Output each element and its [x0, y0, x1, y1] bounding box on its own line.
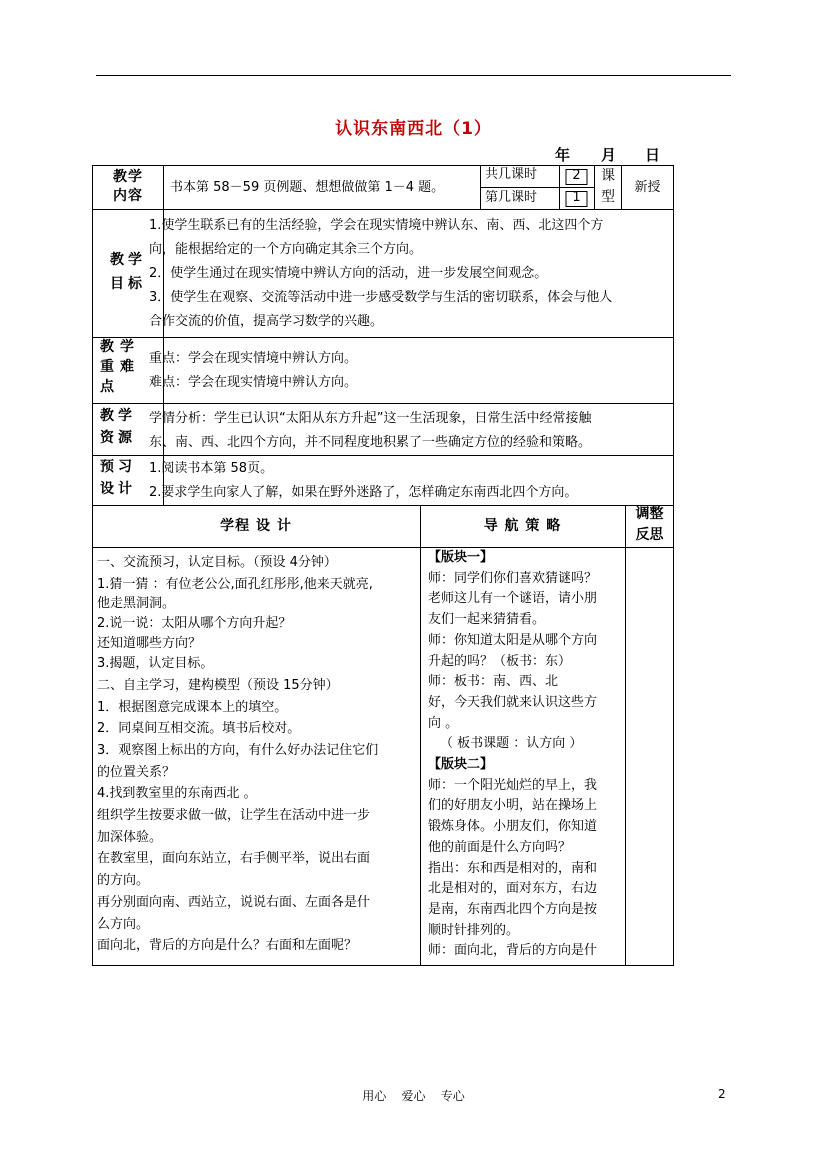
- strategy-line: 老师这儿有一个谜语，请小朋: [428, 591, 598, 607]
- key-point-line: 重点：学会在现实情境中辨认方向。: [149, 351, 358, 366]
- design-line: 加深体验。: [97, 829, 163, 845]
- design-line: 3.揭题，认定目标。: [97, 656, 214, 672]
- resource-text: [149, 407, 671, 455]
- strategy-line: 锻炼身体。小朋友们，你知道: [428, 819, 598, 835]
- design-line: 还知道哪些方向？: [97, 636, 202, 652]
- goals-line: 3．使学生在观察、交流等活动中进一步感受数学与生活的密切联系，体会与他人: [149, 290, 613, 305]
- key-points-text: [149, 347, 671, 395]
- resource-line: 东、南、西、北四个方向，并不同程度地积累了一些确定方位的经验和策略。: [149, 435, 592, 450]
- strategy-line: 他的前面是什么方向吗？: [428, 839, 572, 855]
- design-line: 二、自主学习，建构模型（预设 15分钟）: [97, 677, 339, 693]
- strategy-line: 升起的吗？（板书：东）: [428, 653, 572, 669]
- strategy-line: 是南，东南西北四个方向是按: [428, 901, 598, 917]
- strategy-line: 顺时针排列的。: [428, 922, 520, 938]
- design-line: 面向北，背后的方向是什么？右面和左面呢？: [97, 938, 358, 954]
- design-line: 一、交流预习，认定目标。（预设 4分钟）: [97, 555, 337, 570]
- design-line: 2．同桌间互相交流。填书后校对。: [97, 721, 301, 737]
- date-line: [555, 144, 675, 165]
- design-line: 他走黑洞洞。: [97, 596, 176, 612]
- goals-text: [149, 214, 671, 334]
- strategy-line: 师：同学们你们喜欢猜谜吗？: [428, 570, 598, 586]
- strategy-line: 师：一个阳光灿烂的早上，我: [428, 777, 598, 793]
- date-day: 日: [645, 146, 661, 164]
- lesson-type-label-text: 课型: [601, 168, 615, 205]
- strategy-content: [428, 548, 624, 962]
- content-text: 书本第 58－59 页例题、想想做做第 1－4 题。: [170, 180, 445, 195]
- design-line: 的方向。: [97, 873, 150, 889]
- goals-line: 向，能根据给定的一个方向确定其余三个方向。: [149, 242, 423, 257]
- difficulty-line: 难点：学会在现实情境中辨认方向。: [149, 375, 358, 390]
- goals-line: 合作交流的价值，提高学习数学的兴趣。: [149, 314, 384, 329]
- header-rule: [96, 75, 731, 76]
- strategy-line: 向 。: [428, 715, 459, 731]
- strategy-line: 们的好朋友小明，站在操场上: [428, 798, 598, 814]
- design-content: [97, 552, 419, 957]
- design-line: 4.找到教室里的东南西北 。: [97, 786, 257, 802]
- design-line: 么方向。: [97, 916, 150, 932]
- content-label: [96, 168, 160, 206]
- strategy-line: 师：你知道太阳是从哪个方向: [428, 632, 598, 648]
- design-line: 的位置关系？: [97, 764, 176, 780]
- strategy-section-heading: 【版块二】: [428, 757, 494, 773]
- design-line: 再分别面向南、西站立，说说右面、左面各是什: [97, 894, 371, 910]
- total-hours-label: 共几课时: [485, 167, 538, 182]
- reflect-header-line: 调整: [635, 506, 664, 522]
- resource-line: 学情分析：学生已认识“太阳从东方升起”这一生活现象，日常生活中经常接触: [149, 411, 592, 426]
- preview-text: [149, 457, 671, 505]
- design-line: 2.说一说：太阳从哪个方向升起？: [97, 616, 292, 632]
- nth-hour-label: 第几课时: [485, 190, 538, 205]
- strategy-line: 师：板书：南、西、北: [428, 674, 559, 690]
- goals-label-text: 教学目标: [110, 252, 146, 292]
- preview-line: 1.阅读书本第 58页。: [149, 461, 274, 476]
- key-points-label-text: 教学重难点: [100, 339, 140, 395]
- resource-label: [96, 405, 148, 449]
- goals-line: 2．使学生通过在现实情境中辨认方向的活动，进一步发展空间观念。: [149, 266, 548, 281]
- strategy-line: 指出：东和西是相对的，南和: [428, 860, 598, 876]
- strategy-line: 北是相对的，面对东方，右边: [428, 881, 598, 897]
- total-hours-value: 2: [572, 168, 581, 183]
- design-header: 学程 设 计: [220, 518, 292, 534]
- lesson-type-label: [596, 166, 620, 208]
- preview-label: [96, 456, 148, 500]
- strategy-line: 师：面向北，背后的方向是什: [428, 943, 598, 959]
- design-line: 1．根据图意完成课本上的填空。: [97, 699, 288, 715]
- design-line: 在教室里，面向东站立，右手侧平举，说出右面: [97, 851, 371, 867]
- nth-hour-value: 1: [572, 190, 581, 205]
- strategy-line: （ 板书课题 ：认方向 ）: [440, 736, 583, 752]
- preview-line: 2.要求学生向家人了解，如果在野外迷路了，怎样确定东南西北四个方向。: [149, 485, 578, 500]
- reflect-header-line: 反思: [635, 527, 664, 543]
- design-line: 组织学生按要求做一做，让学生在活动中进一步: [97, 808, 371, 824]
- goals-line: 1.使学生联系已有的生活经验，学会在现实情境中辨认东、南、西、北这四个方: [149, 218, 604, 233]
- design-line: 1.猜一猜 ：有位老公公,面孔红彤彤,他来天就亮,: [97, 576, 373, 592]
- resource-label-text: 教学资源: [100, 408, 136, 446]
- date-month: 月: [601, 146, 617, 164]
- document-title: 认识东南西北（1）: [335, 119, 492, 139]
- strategy-line: 好，今天我们就来认识这些方: [428, 694, 598, 710]
- design-line: 3．观察图上标出的方向，有什么好办法记住它们: [97, 742, 379, 758]
- key-points-label: [96, 337, 148, 397]
- strategy-section-heading: 【版块一】: [428, 550, 494, 565]
- page-footer: 用心 爱心 专心: [362, 1089, 465, 1103]
- strategy-line: 友们一起来猜猜看。: [428, 612, 546, 628]
- reflect-header: [626, 504, 673, 546]
- date-year: 年: [555, 146, 571, 164]
- strategy-header: 导 航 策 略: [483, 518, 562, 534]
- preview-label-text: 预习设计: [100, 459, 136, 497]
- page-number: 2: [718, 1087, 726, 1101]
- content-label-text: 教学内容: [113, 169, 143, 204]
- lesson-type-value: 新授: [634, 180, 661, 195]
